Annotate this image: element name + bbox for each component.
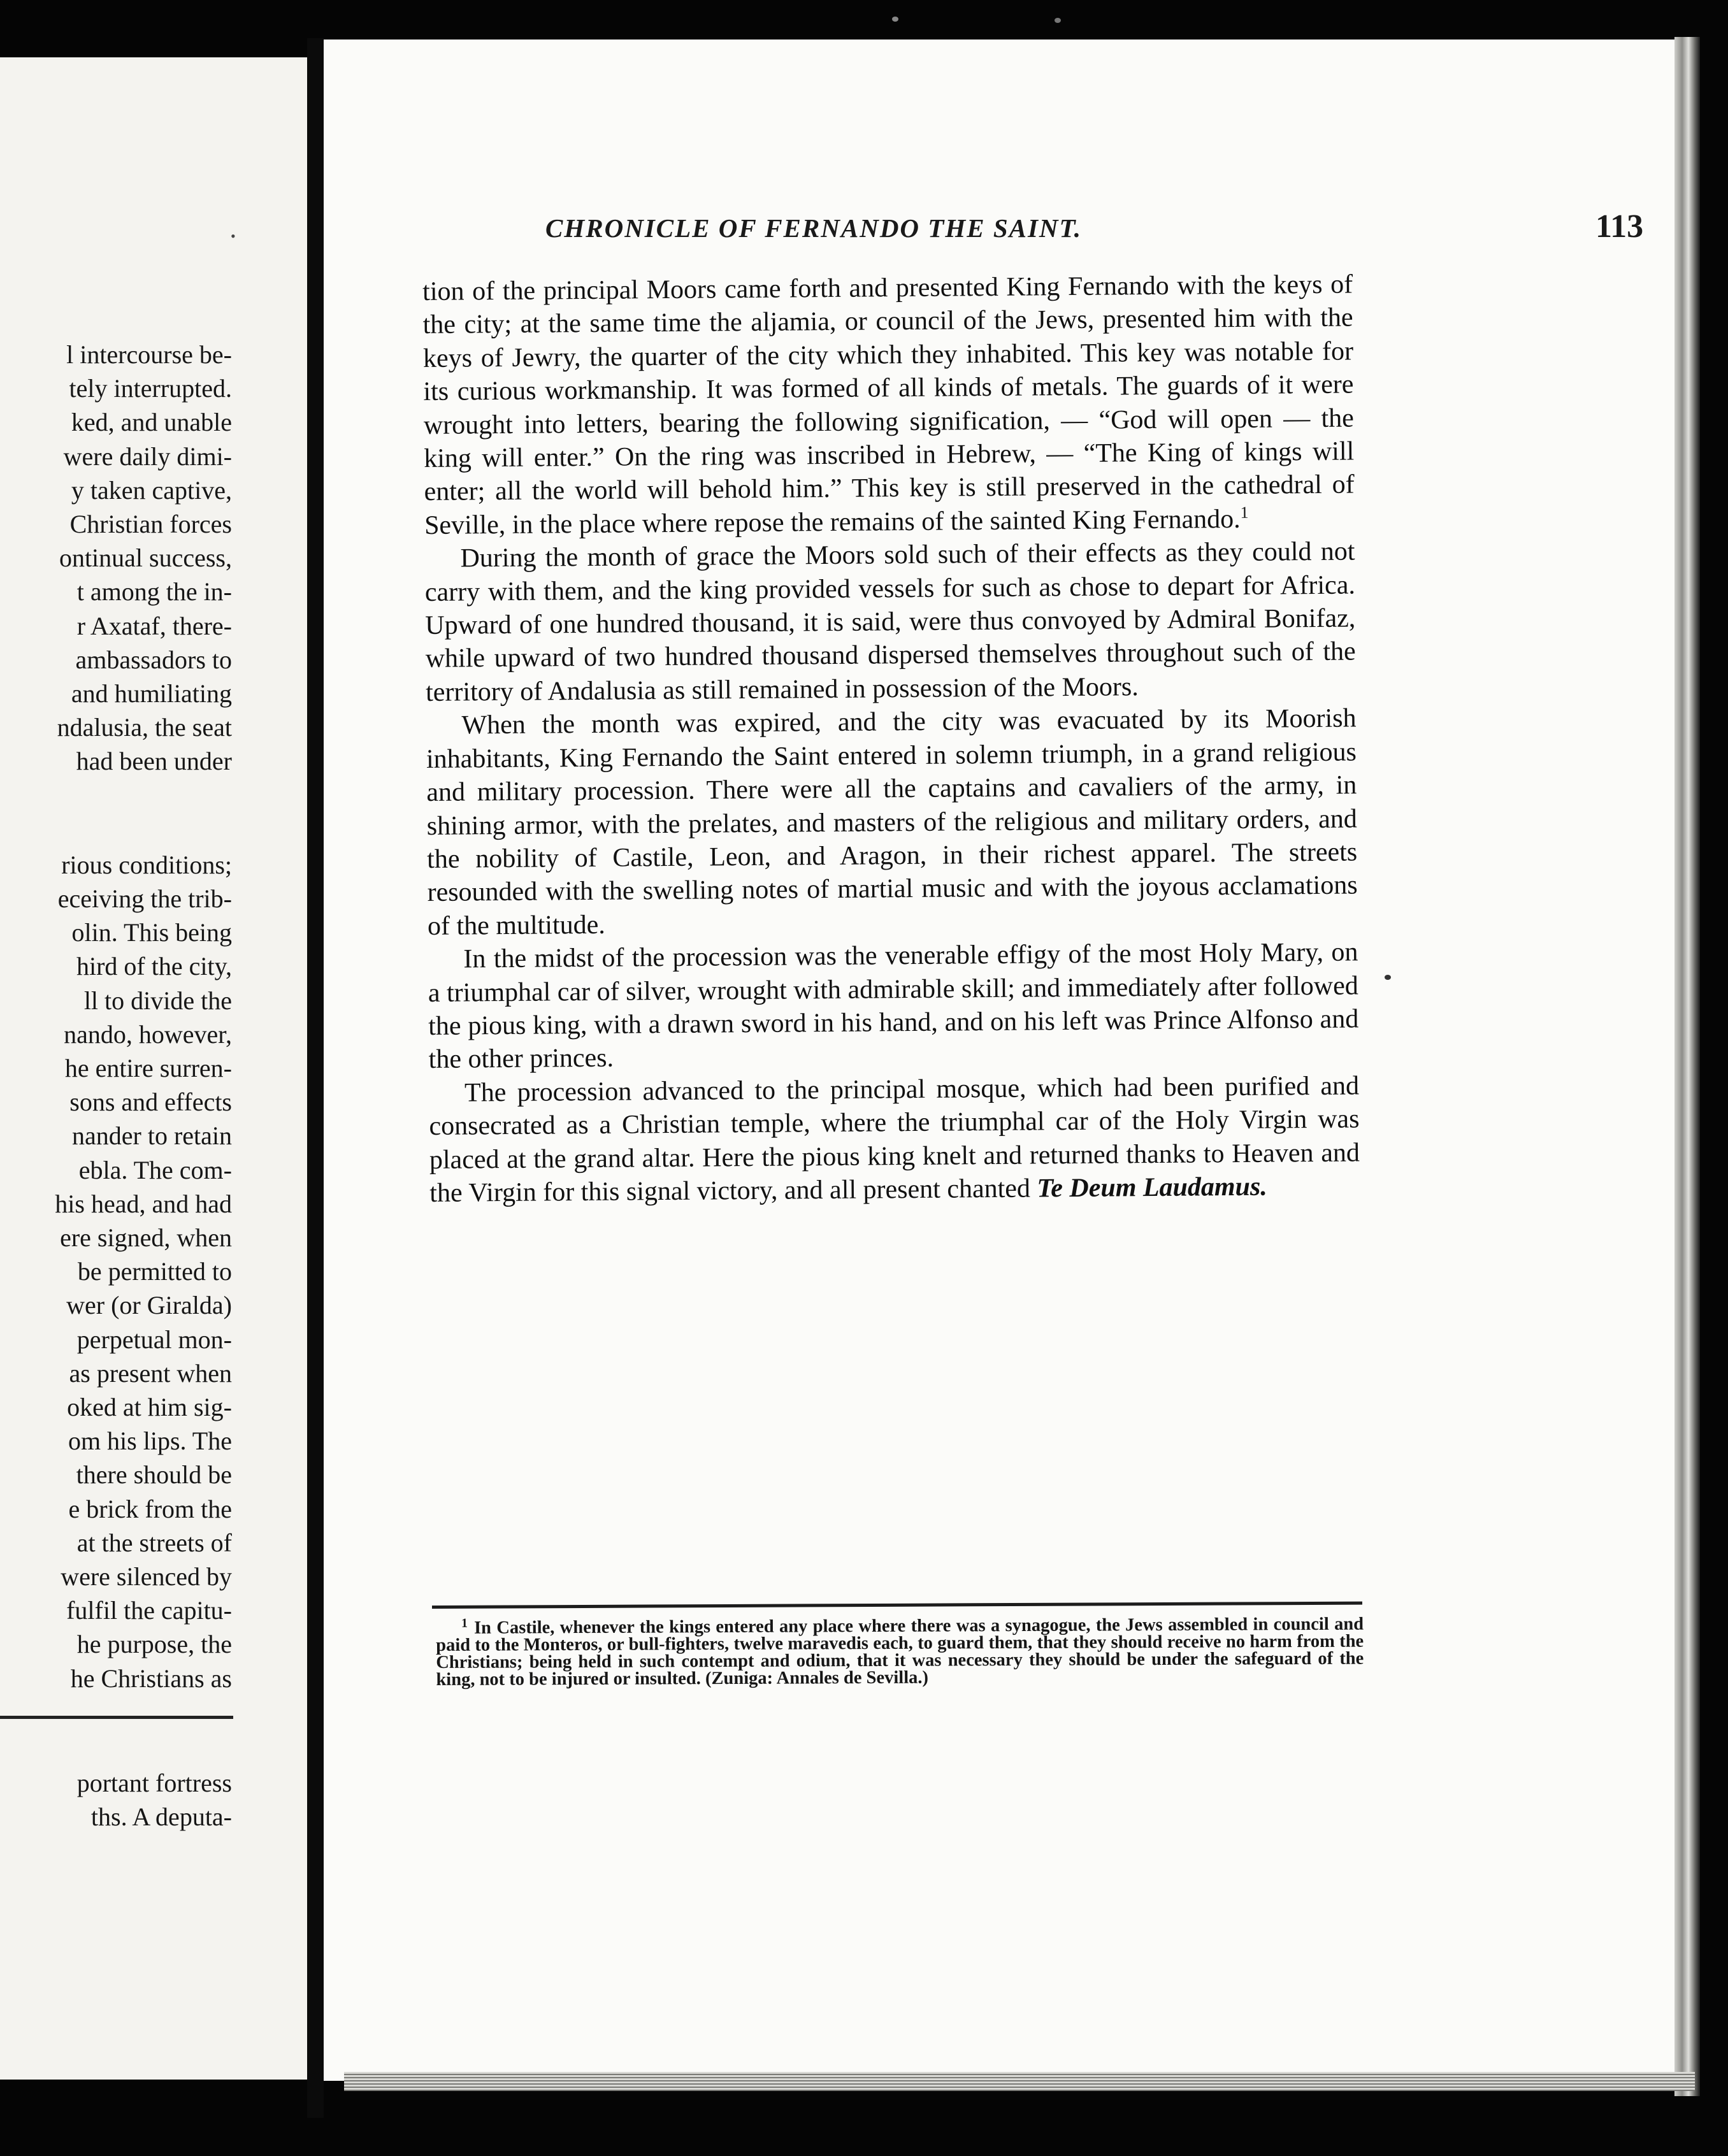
right-page — [324, 40, 1674, 2081]
left-page-line: there should be — [76, 1460, 232, 1490]
left-page-line: om his lips. The — [68, 1427, 232, 1456]
scan-speck — [1055, 18, 1061, 23]
left-page-line: r Axataf, there- — [76, 611, 232, 640]
left-page-line: he purpose, the — [76, 1630, 232, 1659]
left-page-line: were daily dimi- — [63, 442, 232, 471]
left-page-line: y taken captive, — [71, 475, 232, 505]
left-facing-page — [0, 57, 307, 2080]
body-text — [422, 268, 1360, 1211]
left-page-footnote-rule — [0, 1716, 233, 1719]
page-block-edge — [1674, 37, 1700, 2096]
left-page-line: portant fortress — [76, 1769, 232, 1797]
left-page-line: sons and effects — [69, 1088, 232, 1117]
left-page-line: nando, however, — [64, 1019, 232, 1049]
left-page-line: as present when — [69, 1358, 232, 1388]
left-page-line: fulfil the capitu- — [66, 1596, 232, 1625]
book-gutter — [307, 38, 324, 2118]
left-page-line: ked, and unable — [71, 408, 232, 437]
left-page-line: olin. This being — [71, 918, 232, 947]
left-page-line: ndalusia, the seat — [57, 713, 232, 742]
left-page-line: ebla. The com- — [78, 1155, 232, 1184]
paragraph: The procession advanced to the principal mosque, which had been purified and consecrated as a Christian temple, where the triumphal car of the Holy Virgin was placed at the grand altar. Here the pious king knelt and returned thanks to Heaven and the Virgin for this signal victory, and all present chanted Te Deum Laudamus. — [429, 1071, 1360, 1208]
page-number: 113 — [1595, 208, 1644, 245]
left-page-line: his head, and had — [55, 1189, 232, 1218]
page-block-bottom-edge — [344, 2072, 1695, 2091]
left-page-line: ontinual success, — [59, 543, 232, 573]
left-page-line: he entire surren- — [64, 1054, 232, 1082]
paragraph: tion of the principal Moors came forth and presented King Fernando with the keys of the city; at the same time the aljamia, or council of the Jews, presented him with the keys of Jewry, the quarter of the city which they inhabited. This key was notable for its curious workmanship. It was formed of all kinds of metals. The guards of it were wrought into letters, bearing the following signification, — “God will open — the king will enter.” On the ring was inscribed in Hebrew, — “The King of kings will enter; all the world will behold him.” This key is still preserved in the cathedral of Seville, in the place where repose the remains of the sainted King Fernando.$^1$ — [422, 270, 1355, 540]
left-page-line: nander to retain — [72, 1121, 232, 1151]
running-head — [545, 204, 1644, 255]
running-title: CHRONICLE OF FERNANDO THE SAINT. — [545, 213, 1083, 243]
footnote-text: In Castile, whenever the kings entered any place where there was a synagogue, the Jews assembled in council and paid to the Monteros, or bull-fighters, twelve maravedis each, to guard them, that they should receive no harm from the Christians; being held in such contempt and odium, that it was necessary they should be under the safeguard of the king, not to be injured or insulted. (Zuniga: Annales de Sevilla.) — [436, 1614, 1364, 1690]
left-page-line: ambassadors to — [75, 645, 232, 674]
paragraph: During the month of grace the Moors sold such of their effects as they could not carry with them, and the king provided vessels for such as chose to depart for Africa. Upward of one hundred thousand, it is said, were thus convoyed by Admiral Bonifaz, while upward of two hundred thousand dispersed themselves throughout such of the territory of Andalusia as still remained in possession of the Moors. — [424, 536, 1356, 707]
left-page-line: tely interrupted. — [69, 374, 232, 403]
left-page-line: Christian forces — [69, 510, 232, 538]
left-page-line: oked at him sig- — [67, 1393, 232, 1421]
left-page-line: ths. A deputa- — [90, 1802, 232, 1832]
left-page-line: he Christians as — [70, 1664, 232, 1693]
left-page-line: were silenced by — [61, 1562, 232, 1591]
left-page-line: ll to divide the — [83, 986, 232, 1015]
left-page-line: had been under — [76, 747, 232, 776]
footnote-rule — [432, 1602, 1362, 1609]
page-mark: • — [231, 228, 236, 244]
ink-speck — [1385, 975, 1391, 980]
footnote — [436, 1616, 1364, 1688]
left-page-line: rious conditions; — [61, 850, 232, 879]
footnote-reference: 1 — [1240, 503, 1249, 522]
left-page-line: l intercourse be- — [66, 340, 232, 369]
left-page-line: wer (or Giralda) — [66, 1291, 232, 1320]
left-page-line: e brick from the — [68, 1494, 232, 1523]
left-page-line: ere signed, when — [60, 1223, 232, 1252]
left-page-line: at the streets of — [76, 1528, 232, 1557]
left-page-line: eceiving the trib- — [57, 884, 232, 913]
left-page-line: t among the in- — [76, 577, 232, 607]
italic-phrase: Te Deum Laudamus. — [1037, 1172, 1267, 1204]
left-page-line: perpetual mon- — [76, 1325, 232, 1354]
footnote-mark: 1 — [461, 1616, 468, 1630]
scan-speck — [892, 17, 898, 22]
left-page-line: hird of the city, — [76, 952, 232, 981]
left-page-line: be permitted to — [77, 1257, 232, 1286]
left-page-line: and humiliating — [71, 679, 232, 708]
paragraph: In the midst of the procession was the venerable effigy of the most Holy Mary, on a triumphal car of silver, wrought with admirable skill; and immediately after followed the pious king, with a drawn sword in his hand, and on his left was Prince Alfonso and the other princes. — [428, 937, 1359, 1075]
paragraph: When the month was expired, and the city was evacuated by its Moorish inhabitants, King Fernando the Saint entered in solemn triumph, in a grand religious and military procession. There were all the captains and cavaliers of the army, in shining armor, with the prelates, and masters of the religious and military orders, and the nobility of Castile, Leon, and Aragon, in their richest apparel. The streets resounded with the swelling notes of martial music and with the joyous acclamations of the multitude. — [426, 703, 1358, 941]
